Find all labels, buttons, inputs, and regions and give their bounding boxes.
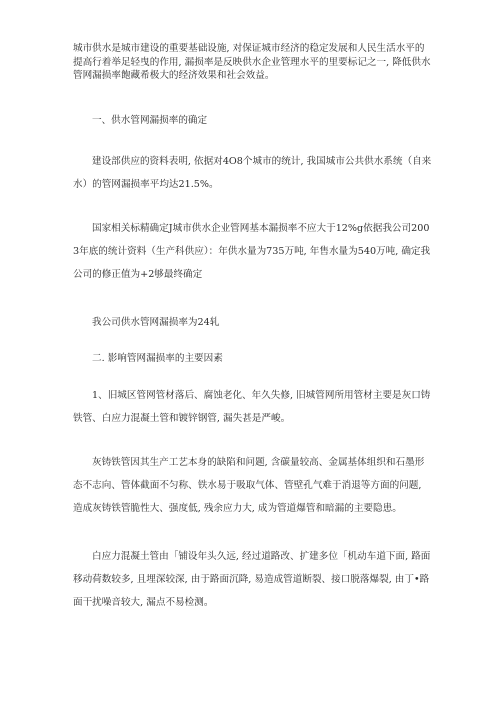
- section-2-paragraph-2: 灰铸铁管因其生产工艺本身的缺陷和问题, 含碳量较高、金属基体组织和石墨形态不志向、管体截面不匀称、铁水易于吸取气体、管壁孔气难于消退等方面的问题, 造成灰铸铁管脆性大、强度低, 残余应力大, 成为管道爆管和暗漏的主要隐患。: [73, 457, 425, 514]
- section-1-paragraph-3: 我公司供水管网漏损率为24轧: [92, 317, 220, 328]
- section-1-paragraph-2: 国家相关标精确定J城市供水企业管网基本漏损率不应大于12%g依据我公司2003年底的统计资料（生产科供应）：年供水量为735万吨, 年售水量为540万吨, 确定我公司的修正值为+2够最终确定: [73, 223, 431, 280]
- section-2-heading: 二. 影响管网漏损率的主要因素: [92, 353, 223, 364]
- section-1-heading: 一、供水管网漏损率的确定: [92, 115, 208, 126]
- intro-paragraph: 城市供水是城市建设的重要基础设施, 对保证城市经济的稳定发展和人民生活水平的提高行着举足轻曳的作用, 漏损率是反映供水企业管理水平的里要标记之一, 降低供水管网漏损率飽藏希极大的经济效果和社会效益。: [73, 43, 431, 81]
- section-1-paragraph-1: 建设部供应的资料表明, 依据对4O8个城市的统计, 我国城市公共供水系统（自来水）的管网漏损率平均达21.5%。: [73, 156, 432, 190]
- section-2-paragraph-3: 白应力混凝土管由「铺设年头久远, 经过道路改、扩建多位「机动车道下面, 路面移动荷数较多, 且埋深较深, 由于路面沉降, 易造成管道断裂、接口脱落爆裂, 由丁•路面干扰噪音较大, 漏点不易检测。: [73, 551, 431, 608]
- section-2-paragraph-1: 1、旧城区管网管材落后、腐蚀老化、年久失修, 旧城管网所用管材主要是灰口铸铁管、白应力混凝土管和镀锌钢管, 漏失甚是严峻。: [73, 390, 431, 424]
